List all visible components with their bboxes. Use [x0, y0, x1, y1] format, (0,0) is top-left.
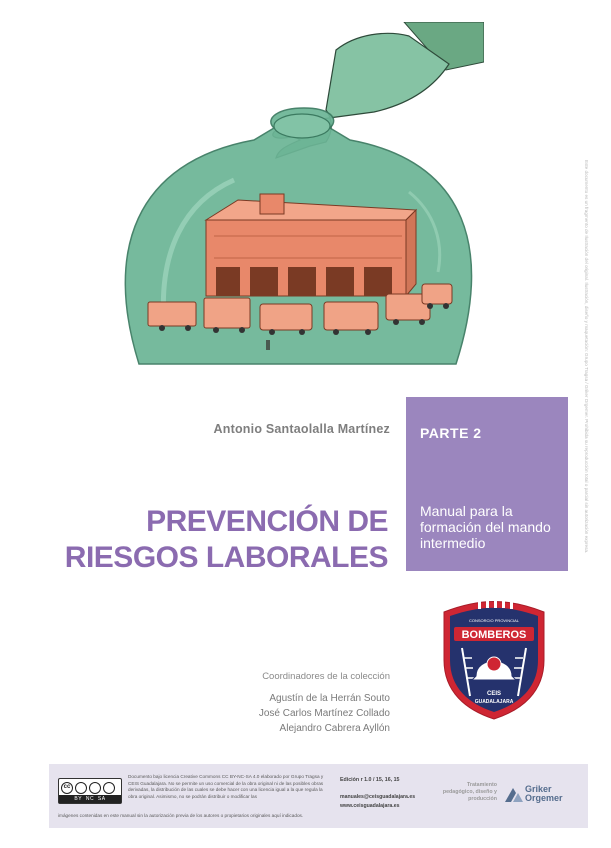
cover-illustration: [104, 22, 484, 372]
producer-name: Griker Orgemer: [525, 784, 563, 803]
title-line: PREVENCIÓN DE: [146, 505, 388, 538]
side-copyright-note: Este documento es un fragmento de Ilustración del original. Ilustración, diseño y maquetación: Grupo Tragsa / Griker Orgemer. Prohibida su reproducción total o parcial sin autorización expresa.: [584, 160, 589, 554]
subtitle: Manual para la formación del mando intermedio: [420, 503, 551, 551]
coordinator-name: Alejandro Cabrera Ayllón: [279, 723, 390, 734]
bomberos-badge-logo: [440, 598, 548, 720]
part-label: PARTE 2: [420, 425, 482, 441]
coordinators-heading: Coordinadores de la colección: [262, 671, 390, 682]
footer-band: [49, 764, 588, 828]
license-text-continued: imágenes contenidas en este manual sin la autorización previa de los autores o propietarios originales aquí indicados.: [58, 813, 304, 818]
badge-top-text: CONSORCIO PROVINCIAL: [468, 618, 520, 623]
author-name: Antonio Santaolalla Martínez: [213, 422, 390, 436]
by-icon: [75, 782, 87, 794]
coordinator-name: Agustín de la Herrán Souto: [269, 693, 390, 704]
fire-station-building-illustration: [206, 194, 416, 296]
sa-icon: [103, 782, 115, 794]
contact-links: [340, 793, 415, 810]
coordinator-name: José Carlos Martínez Collado: [258, 708, 390, 719]
cc-icon: cc: [61, 782, 73, 794]
coordinators-block: [200, 671, 390, 736]
production-note: Tratamiento pedagógico, diseño y producción: [442, 782, 497, 803]
creative-commons-badge: [58, 778, 122, 804]
badge-name: BOMBEROS: [461, 629, 527, 641]
nc-icon: [89, 782, 101, 794]
license-text: Documento bajo licencia Creative Commons CC BY-NC-SA 4.0 elaborado por Grupo Tragsa y CEIS Guadalajara. No se permite un uso comercial de la obra original ni de las posibles obras derivadas, la distribución de las cuales se debe hacer con una licencia igual a la que regula la obra original. Asimismo, no se podrán distribuir o modificar las: [128, 774, 324, 799]
badge-province: GUADALAJARA: [474, 699, 514, 705]
griker-logo-icon: [503, 786, 525, 804]
website-link[interactable]: www.ceisguadalajara.es: [340, 802, 400, 809]
title-line: RIESGOS LABORALES: [64, 541, 388, 574]
page-title: [40, 504, 388, 576]
edition-label: Edición r 1.0 / 15, 16, 15: [340, 777, 400, 783]
cc-terms-label: BY NC SA: [59, 795, 121, 803]
contact-email-link[interactable]: manuales@ceisguadalajara.es: [340, 794, 416, 800]
badge-ceis: CEIS: [486, 691, 502, 697]
